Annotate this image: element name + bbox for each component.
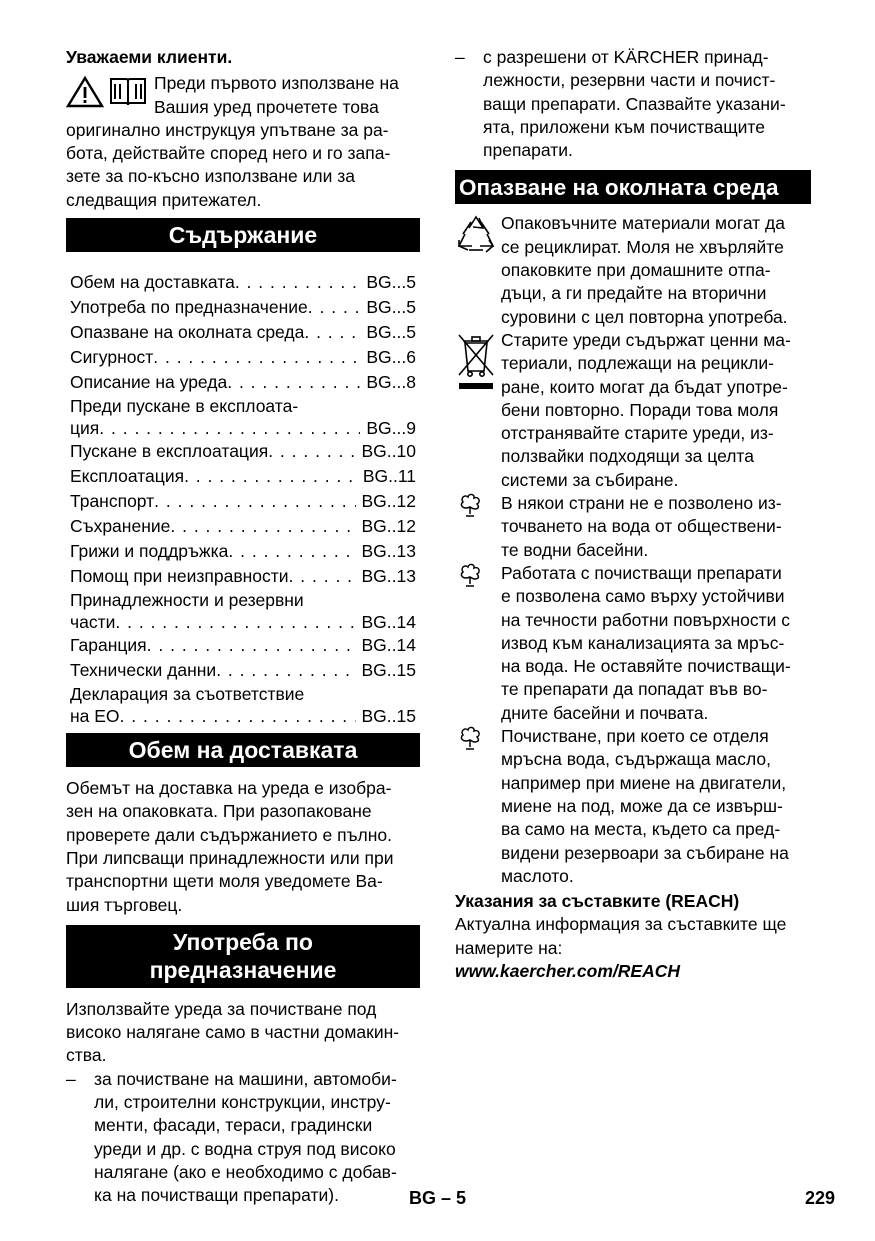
toc-row[interactable] xyxy=(70,464,416,489)
intro-line: зете за по-късно използване или за xyxy=(66,166,355,187)
environment-line: Почистване, при което се отделя xyxy=(501,726,769,747)
toc-entry-language: BG xyxy=(366,418,392,439)
toc-entry-language: BG xyxy=(361,706,387,727)
environment-line: ране, които могат да бъдат употре- xyxy=(501,376,788,397)
toc-row[interactable] xyxy=(70,370,416,395)
accessories-line: ващи препарати. Спазвайте указани- xyxy=(483,93,786,114)
toc-entry-page: ...5 xyxy=(391,322,416,343)
toc-dot-leader xyxy=(154,489,355,514)
crossed-bin-icon xyxy=(455,329,501,393)
use-item-line: ка на почистващи препарати). xyxy=(94,1185,339,1206)
toc-entry-title-text: Грижи и поддръжка xyxy=(70,541,229,562)
toc-entry-page: ..14 xyxy=(386,635,416,656)
toc-entry-title xyxy=(70,320,360,345)
left-column xyxy=(66,46,420,1208)
environment-line: мръсна вода, съдържаща масло, xyxy=(501,749,771,770)
environment-item xyxy=(455,212,811,328)
environment-item-text xyxy=(501,492,811,562)
environment-line: В някои страни не е позволено из- xyxy=(501,493,782,514)
reach-link[interactable]: www.kaercher.com/REACH xyxy=(455,960,680,981)
intro-line: следващия притежател. xyxy=(66,189,262,210)
toc-entry-page: ..13 xyxy=(386,566,416,587)
toc-row[interactable] xyxy=(70,683,416,727)
scope-line: проверете дали съдържанието е пълно. xyxy=(66,824,392,845)
environment-line: видени резервоари за събиране на xyxy=(501,842,789,863)
use-line: високо налягане само в частни домакин- xyxy=(66,1022,400,1043)
toc-dot-leader xyxy=(99,417,360,439)
use-heading-line: предназначение xyxy=(149,956,337,983)
accessories-line: препарати. xyxy=(483,140,573,161)
recycle-icon xyxy=(455,212,501,254)
toc-dot-leader xyxy=(308,295,361,320)
toc-entry-title-text: Гаранция xyxy=(70,635,147,656)
toc-entry-title-first-line: Принадлежности и резервни xyxy=(70,590,304,611)
toc-row[interactable] xyxy=(70,514,416,539)
toc-entry-title-text: Съхранение xyxy=(70,516,171,537)
toc-row[interactable] xyxy=(70,489,416,514)
environment-item-text xyxy=(501,329,811,492)
environment-line: отстранявайте старите уреди, из- xyxy=(501,423,774,444)
toc-entry-language: BG xyxy=(366,372,392,393)
environment-line: опаковките при домашните отпа- xyxy=(501,260,771,281)
environment-line: се рециклират. Моля не хвърляйте xyxy=(501,236,784,257)
toc-entry-title xyxy=(70,439,356,464)
toc-entry-title xyxy=(70,514,356,539)
toc-entry-title-text: Технически данни xyxy=(70,660,217,681)
scope-line: Обемът на доставка на уреда е изобра- xyxy=(66,778,392,799)
toc-entry-page: ...9 xyxy=(391,418,416,439)
environment-line: системи за събиране. xyxy=(501,469,679,490)
toc-entry-page: ..11 xyxy=(388,466,416,487)
toc-entry-title-first-line: Декларация за съответствие xyxy=(70,684,305,705)
toc-dot-leader xyxy=(120,705,356,727)
toc-entry-title xyxy=(70,683,356,727)
environment-line: суровини с цел повторна употреба. xyxy=(501,306,788,327)
toc-row[interactable] xyxy=(70,295,416,320)
environment-line: например при миене на двигатели, xyxy=(501,772,787,793)
intro-line: оригинално инструкцуя упътване за ра- xyxy=(66,119,389,140)
toc-row[interactable] xyxy=(70,345,416,370)
toc-entry-title xyxy=(70,564,356,589)
toc-entry-page: ...6 xyxy=(391,347,416,368)
toc-entry-page: ...5 xyxy=(391,297,416,318)
toc-dot-leader xyxy=(216,658,355,683)
toc-entry-title-text: Описание на уреда xyxy=(70,372,228,393)
toc-entry-page: ..13 xyxy=(386,541,416,562)
environment-item-text xyxy=(501,562,811,725)
scope-line: При липсващи принадлежности или при xyxy=(66,847,394,868)
toc-entry-title-text: Обем на доставката xyxy=(70,272,235,293)
toc-entry-title xyxy=(70,539,356,564)
toc-entry-language: BG xyxy=(361,516,387,537)
tree-icon xyxy=(455,725,501,751)
environment-line: е позволена само върху устойчиви xyxy=(501,586,785,607)
toc-entry-title-text: на ЕО xyxy=(70,706,120,727)
reach-line: намерите на: xyxy=(455,937,563,958)
toc-dot-leader xyxy=(184,464,357,489)
accessories-line: с разрешени от KÄRCHER принад- xyxy=(483,47,769,67)
use-line: ства. xyxy=(66,1045,107,1066)
toc-dot-leader xyxy=(235,270,361,295)
intro-line: Вашия уред прочетете това xyxy=(154,96,379,117)
environment-line: маслото. xyxy=(501,865,574,886)
toc-entry-language: BG xyxy=(366,297,392,318)
environment-item xyxy=(455,329,811,492)
intro-icons xyxy=(66,76,148,108)
reach-line: Актуална информация за съставките ще xyxy=(455,914,787,935)
toc-entry-page: ..10 xyxy=(386,441,416,462)
toc-dot-leader xyxy=(228,539,355,564)
accessories-list-item xyxy=(455,46,811,162)
environment-line: дъци, а ги предайте на вторични xyxy=(501,283,767,304)
toc-entry-language: BG xyxy=(361,566,387,587)
toc-entry-title-text: Употреба по предназначение xyxy=(70,297,308,318)
toc-entry-language: BG xyxy=(366,322,392,343)
scope-line: шия търговец. xyxy=(66,894,183,915)
toc-entry-title xyxy=(70,489,356,514)
toc-entry-language: BG xyxy=(366,272,392,293)
toc-entry-title xyxy=(70,370,360,395)
tree-icon xyxy=(455,562,501,588)
toc-entry-language: BG xyxy=(361,635,387,656)
intro-block xyxy=(66,72,420,119)
use-item-line: налягане (ако е необходимо с добав- xyxy=(94,1161,397,1182)
dash-bullet: – xyxy=(455,47,465,67)
toc-entry-title-text: Транспорт xyxy=(70,491,155,512)
toc-entry-page: ..14 xyxy=(386,612,416,633)
environment-line: те водни басейни. xyxy=(501,539,649,560)
scope-heading: Обем на доставката xyxy=(66,733,420,767)
toc-dot-leader xyxy=(170,514,355,539)
toc-entry-title-text: ция xyxy=(70,418,100,439)
toc-entry-title xyxy=(70,589,356,633)
environment-list xyxy=(455,212,811,888)
right-column xyxy=(455,46,811,983)
toc-row[interactable] xyxy=(70,270,416,295)
toc-entry-language: BG xyxy=(361,491,387,512)
environment-line: бени повторно. Поради това моля xyxy=(501,399,779,420)
reach-heading: Указания за съставките (REACH) xyxy=(455,891,740,912)
toc-dot-leader xyxy=(147,633,356,658)
toc-entry-title-text: Сигурност xyxy=(70,347,154,368)
toc-row[interactable] xyxy=(70,589,416,633)
toc-row[interactable] xyxy=(70,539,416,564)
table-of-contents xyxy=(66,270,420,727)
toc-entry-title-text: Пускане в експлоатация xyxy=(70,441,269,462)
toc-entry-page: ..12 xyxy=(386,516,416,537)
environment-line: те препарати да попадат във во- xyxy=(501,679,768,700)
toc-row[interactable] xyxy=(70,564,416,589)
toc-entry-page: ...5 xyxy=(391,272,416,293)
toc-dot-leader xyxy=(268,439,355,464)
environment-line: ва само на места, където са пред- xyxy=(501,819,781,840)
toc-dot-leader xyxy=(153,345,360,370)
environment-item xyxy=(455,492,811,562)
toc-dot-leader xyxy=(115,611,355,633)
toc-entry-language: BG xyxy=(361,441,387,462)
toc-entry-page: ..15 xyxy=(386,660,416,681)
toc-entry-title xyxy=(70,464,357,489)
toc-row[interactable] xyxy=(70,658,416,683)
toc-entry-language: BG xyxy=(362,466,389,487)
toc-entry-title-first-line: Преди пускане в експлоата- xyxy=(70,396,299,417)
toc-entry-page: ..12 xyxy=(386,491,416,512)
use-list-item xyxy=(66,1068,420,1208)
use-heading xyxy=(66,925,420,988)
toc-row[interactable] xyxy=(70,395,416,439)
environment-line: Старите уреди съдържат ценни ма- xyxy=(501,329,791,350)
use-item-line: ли, строителни конструкции, инстру- xyxy=(94,1092,391,1113)
environment-item-text xyxy=(501,725,811,888)
intro-line: Преди първото използване на xyxy=(154,73,399,94)
environment-line: Опаковъчните материали могат да xyxy=(501,213,785,234)
toc-entry-title xyxy=(70,270,360,295)
toc-entry-language: BG xyxy=(361,541,387,562)
environment-line: на вода. Не оставяйте почистващи- xyxy=(501,656,791,677)
scope-line: транспортни щети моля уведомете Ва- xyxy=(66,871,383,892)
toc-entry-title xyxy=(70,658,356,683)
toc-entry-title-text: Опазване на околната среда xyxy=(70,322,305,343)
intro-line: бота, действайте според него и го запа- xyxy=(66,143,391,164)
environment-line: ползвайки подходящи за целта xyxy=(501,446,754,467)
toc-dot-leader xyxy=(304,320,360,345)
dash-bullet: – xyxy=(66,1068,76,1089)
toc-entry-language: BG xyxy=(366,347,392,368)
environment-item xyxy=(455,562,811,725)
environment-line: на течности работни повърхности с xyxy=(501,609,790,630)
toc-row[interactable] xyxy=(70,633,416,658)
environment-item xyxy=(455,725,811,888)
toc-dot-leader xyxy=(227,370,360,395)
environment-line: Работата с почистващи препарати xyxy=(501,562,782,583)
toc-entry-language: BG xyxy=(361,612,387,633)
intro-side-text xyxy=(154,72,399,119)
greeting: Уважаеми клиенти. xyxy=(66,47,233,67)
environment-line: извод към канализацията за мръс- xyxy=(501,632,785,653)
use-line: Използвайте уреда за почистване под xyxy=(66,998,377,1019)
footer-section-label: BG – 5 xyxy=(408,1188,467,1208)
accessories-line: лежности, резервни части и почист- xyxy=(483,70,776,91)
toc-heading: Съдържание xyxy=(66,218,420,252)
toc-entry-title xyxy=(70,295,360,320)
use-item-line: за почистване на машини, автомоби- xyxy=(94,1068,397,1089)
warning-icon xyxy=(66,76,104,108)
toc-entry-page: ..15 xyxy=(386,706,416,727)
environment-line: териали, подлежащи на рецикли- xyxy=(501,353,774,374)
environment-line: дните басейни и почвата. xyxy=(501,702,709,723)
tree-icon xyxy=(455,492,501,518)
environment-item-text xyxy=(501,212,811,328)
toc-row[interactable] xyxy=(70,439,416,464)
accessories-line: ята, приложени към почистващите xyxy=(483,116,765,137)
page-number: 229 xyxy=(804,1188,835,1208)
toc-entry-title xyxy=(70,633,356,658)
toc-dot-leader xyxy=(289,564,356,589)
environment-line: точването на вода от обществени- xyxy=(501,516,782,537)
toc-entry-title-text: Експлоатация xyxy=(70,466,185,487)
toc-entry-title-text: части xyxy=(70,612,116,633)
use-heading-line: Употреба по xyxy=(173,928,313,955)
environment-heading: Опазване на околната среда xyxy=(455,170,811,204)
environment-line: миене на под, може да се извърш- xyxy=(501,795,783,816)
toc-entry-title xyxy=(70,345,360,370)
toc-entry-title xyxy=(70,395,360,439)
manual-book-icon xyxy=(108,76,148,108)
toc-row[interactable] xyxy=(70,320,416,345)
use-item-line: менти, фасади, тераси, градински xyxy=(94,1115,373,1136)
toc-entry-title-text: Помощ при неизправности xyxy=(70,566,289,587)
use-item-line: уреди и др. с водна струя под високо xyxy=(94,1138,396,1159)
scope-line: зен на опаковката. При разопаковане xyxy=(66,801,372,822)
toc-entry-language: BG xyxy=(361,660,387,681)
toc-entry-page: ...8 xyxy=(391,372,416,393)
